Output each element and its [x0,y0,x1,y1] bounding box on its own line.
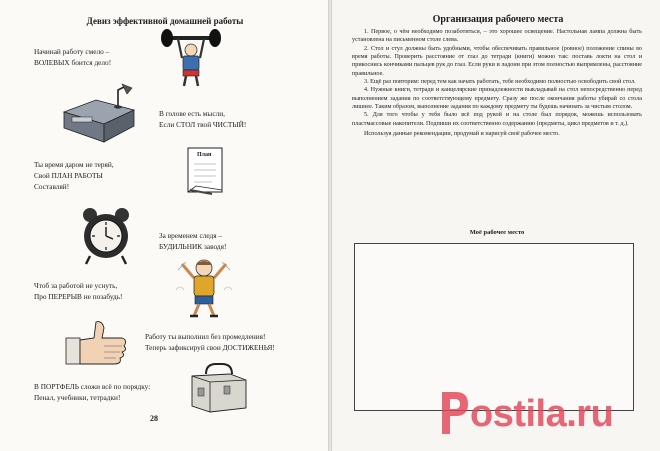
right-page [332,0,660,451]
right-page-title: Организация рабочего места [432,14,564,25]
left-page [0,0,328,451]
verse-5: Чтоб за работой не уснуть, Про ПЕРЕРЫВ не позабудь! [34,281,123,301]
left-page-title: Девиз эффективной домашней работы [86,16,244,26]
alarm-clock-icon [76,206,136,266]
verse-2: В голове есть мысли, Если СТОЛ твой ЧИСТЫЙ! [159,109,247,129]
paragraph-5: 5. Для того чтобы у тебя было всё под рукой и на столе был порядок, можешь использовать пластмассовые накопители. Подпиши их соответственно содержанию (предметы, цикл предметов и т. д.). [352,112,642,127]
plan-label: План [197,152,212,158]
briefcase-icon [190,362,248,414]
verse-3: Ты время даром не теряй, Свой ПЛАН РАБОТЫ Составляй! [34,160,114,191]
verse-7: В ПОРТФЕЛЬ сложи всё по порядку: Пенал, учебники, тетрадки! [34,382,151,402]
stretching-boy-icon [172,254,236,320]
paragraph-4: 4. Нужные книги, тетради и канцелярские принадлежности выкладывай на стол непосредственно перед выполнением задания по соответствующему предмету. Сразу же после окончания работы убирай со стола лишнее. Таким образом, выполнение задания по каждому предмету ты будешь начинать за чистым столом. [352,87,642,111]
verse-6: Работу ты выполнил без промедления! Теперь зафиксируй свои ДОСТИЖЕНЬЯ! [145,332,275,352]
drawing-box[interactable] [354,243,634,411]
recommendations-text [352,28,642,138]
watermark-logo-icon [436,388,470,436]
verse-1: Начинай работу смело – ВОЛЕВЫХ боится дело! [34,47,112,67]
instruction: Используя данные рекомендации, продумай и нарисуй своё рабочее место. [364,131,560,138]
paragraph-1: 1. Первое, о чём необходимо позаботиться, – это хорошее освещение. Настольная лампа должна быть установлена на письменном столе слева. [352,29,642,44]
thumbs-up-icon [64,318,130,370]
paragraph-2: 2. Стол и стул должны быть удобными, чтобы обеспечивать правильное (ровное) положение спины во время работы. Проверить расстояние от глаз до тетради (книги) можно так: поставь локти на стол и прикоснись кончиками пальцев рук до глаз. Если руки и ладони при этом полностью выпрямлены, расстояние правильное. [352,45,642,77]
weightlifter-icon [160,28,222,88]
page-number: 28 [150,414,158,423]
watermark-text: ostila.ru [470,393,614,435]
desk-with-lamp-icon [60,82,136,144]
paragraph-3: 3. Ещё раз повторим: перед тем как начать работать, тебе необходимо полностью освободить свой стол. [364,79,636,86]
drawing-box-title: Моё рабочее место [469,229,525,236]
verse-4: За временем следя – БУДИЛЬНИК заводя! [159,231,227,251]
